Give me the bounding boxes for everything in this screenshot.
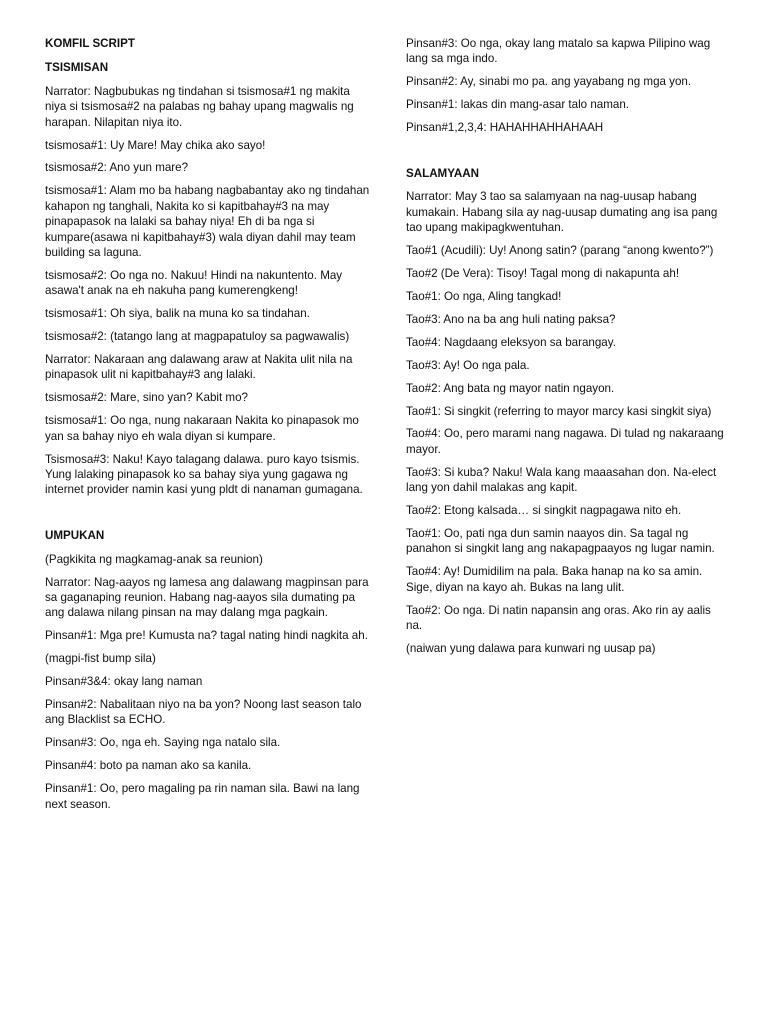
script-line: tsismosa#1: Oo nga, nung nakaraan Nakita ko pinapasok mo yan sa bahay niyo eh wala diyan si kumpare.	[45, 414, 359, 443]
script-line: Tao#3: Ay! Oo nga pala.	[406, 358, 530, 372]
script-line: Tao#3: Ano na ba ang huli nating paksa?	[406, 312, 616, 326]
script-line: (Pagkikita ng magkamag-anak sa reunion)	[45, 552, 263, 566]
script-line: tsismosa#1: Alam mo ba habang nagbabantay ako ng tindahan kahapon ng tanghali, Nakita ko si kapitbahay#3 na may pinapapasok na lalaki sa bahay niya! Eh di ba nga si kumpare(asawa ni kapitbahay#3) wala diyan dahil may team building sa laguna.	[45, 184, 370, 259]
script-line: (naiwan yung dalawa para kunwari ng uusap pa)	[406, 641, 656, 655]
script-line: Tao#1: Oo, pati nga dun samin naayos din. Sa tagal ng panahon si singkit lang ang nakapagpaayos ng lugar namin.	[406, 526, 715, 556]
script-line: Pinsan#1: lakas din mang-asar talo naman.	[406, 98, 629, 112]
section-spacer	[45, 505, 370, 528]
script-line: tsismosa#1: Oh siya, balik na muna ko sa tindahan.	[45, 307, 310, 321]
script-line: Pinsan#1: Oo, pero magaling pa rin naman sila. Bawi na lang next season.	[45, 782, 360, 811]
script-line: Pinsan#2: Nabalitaan niyo na ba yon? Noong last season talo ang Blacklist sa ECHO.	[45, 698, 362, 727]
script-line: tsismosa#2: Oo nga no. Nakuu! Hindi na nakuntento. May asawa't anak na eh nakuha pang kumerengkeng!	[45, 268, 343, 298]
script-line: Tao#2: Ang bata ng mayor natin ngayon.	[406, 381, 615, 395]
script-line: tsismosa#1: Uy Mare! May chika ako sayo!	[45, 138, 266, 152]
script-line: tsismosa#2: Mare, sino yan? Kabit mo?	[45, 391, 248, 405]
script-line: Pinsan#1: Mga pre! Kumusta na? tagal nating hindi nagkita ah.	[45, 629, 368, 643]
script-line: Narrator: Nakaraan ang dalawang araw at Nakita ulit nila na pinapasok ulit ni kapitbahay#3 ang lalaki.	[45, 353, 353, 382]
section-heading-tsismisan: TSISMISAN	[45, 61, 109, 75]
section-heading-umpukan: UMPUKAN	[45, 529, 105, 543]
script-line: Tao#2: Oo nga. Di natin napansin ang oras. Ako rin ay aalis na.	[406, 603, 711, 632]
document-title: KOMFIL SCRIPT	[45, 37, 135, 50]
section-heading-salamyaan: SALAMYAAN	[406, 167, 480, 181]
script-line: Pinsan#3&4: okay lang naman	[45, 675, 203, 689]
script-line: Tao#2: Etong kalsada… si singkit nagpagawa nito eh.	[406, 504, 682, 518]
script-line: Tsismosa#3: Naku! Kayo talagang dalawa. puro kayo tsismis. Yung lalaking pinapasok ko sa bahay siya yung gagawa ng internet provider namin kasi yung pldt di nanaman gumagana.	[45, 452, 363, 497]
script-line: Narrator: May 3 tao sa salamyaan na nag-uusap habang kumakain. Habang sila ay nag-uusap dumating ang isa pang tao upang makipagkwentuhan.	[406, 190, 718, 235]
script-line: tsismosa#2: Ano yun mare?	[45, 161, 189, 175]
section-spacer	[406, 143, 724, 166]
script-line: Narrator: Nag-aayos ng lamesa ang dalawang magpinsan para sa gaganaping reunion. Habang nag-aayos sila dumating pa ang dalawa nilang pinsan na may dalang mga pagkain.	[45, 575, 369, 620]
script-line: Tao#4: Nagdaang eleksyon sa barangay.	[406, 335, 616, 349]
script-line: Narrator: Nagbubukas ng tindahan si tsismosa#1 ng makita niya si tsismosa#2 na palabas ng bahay upang magwalis ng harapan. Nilapitan niya ito.	[45, 84, 354, 129]
script-line: tsismosa#2: (tatango lang at magpapatuloy sa pagwawalis)	[45, 330, 350, 344]
script-line: Tao#4: Ay! Dumidilim na pala. Baka hanap na ko sa amin. Sige, diyan na kayo ah. Bukas na lang ulit.	[406, 565, 703, 594]
script-line: (magpi-fist bump sila)	[45, 652, 156, 666]
script-line: Pinsan#4: boto pa naman ako sa kanila.	[45, 759, 252, 773]
script-line: Tao#1: Si singkit (referring to mayor marcy kasi singkit siya)	[406, 404, 712, 418]
script-line: Pinsan#1,2,3,4: HAHAHHAHHAHAAH	[406, 121, 604, 135]
script-line: Pinsan#2: Ay, sinabi mo pa. ang yayabang ng mga yon.	[406, 75, 692, 89]
right-column	[406, 36, 724, 664]
script-line: Tao#1: Oo nga, Aling tangkad!	[406, 289, 562, 303]
script-line: Tao#1 (Acudili): Uy! Anong satin? (parang “anong kwento?”)	[406, 244, 714, 258]
script-line: Pinsan#3: Oo, nga eh. Saying nga natalo sila.	[45, 736, 281, 750]
script-line: Tao#3: Si kuba? Naku! Wala kang maaasahan don. Na-elect lang yon dahil malakas ang kapit.	[406, 465, 717, 495]
script-line: Tao#4: Oo, pero marami nang nagawa. Di tulad ng nakaraang mayor.	[406, 427, 724, 456]
script-line: Pinsan#3: Oo nga, okay lang matalo sa kapwa Pilipino wag lang sa mga indo.	[406, 37, 711, 66]
left-column	[45, 36, 370, 819]
script-line: Tao#2 (De Vera): Tisoy! Tagal mong di nakapunta ah!	[406, 267, 680, 281]
